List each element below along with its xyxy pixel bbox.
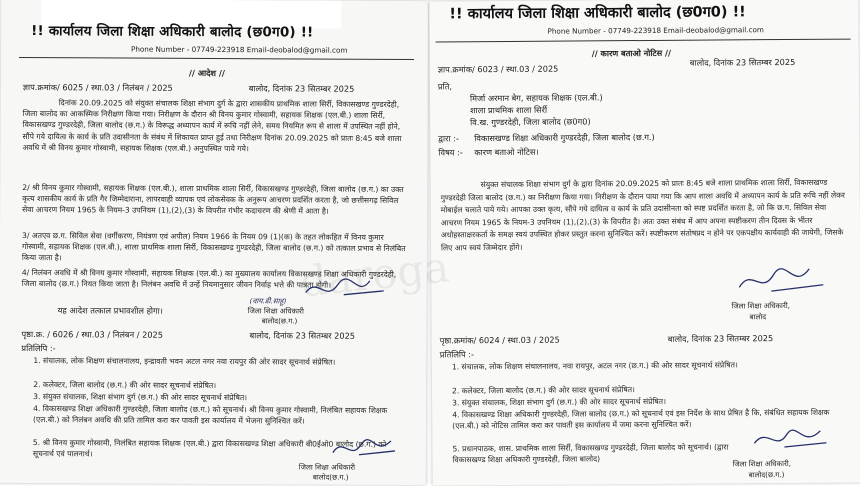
subject-label: विषय :- — [438, 147, 463, 158]
order-para-1: दिनांक 20.09.2025 को संयुक्त संचालक शिक्षा संभाग दुर्ग के द्वारा शासकीय प्राथमिक शाला सिर्री, विकासखण्ड गुण्डरदेही, जिला बालोद का आकस्मिक निरीक्षण किया गया। निरीक्षण के दौरान श्री विनय कुमार गोस्वामी, सहायक शिक्षक (एल.बी.) शाला सिर्री, विकासखण्ड गुण्डरदेही, जिला बालोद (छ.ग.) के विरूद्ध अध्यापन कार्य में रूचि नहीं लेने, समय नियमित रूप से शाला में उपस्थित नहीं होने, सौंपे गये दायित्व के कार्य के प्रति उदासीनता के संबंध में शिकायत प्राप्त हुई तथा निरीक्षण दिनांक 20.09.2025 को प्रातः 8:45 बजे शाला अवधि में श्री विनय कुमार गोस्वामी, सहायक शिक्षक (एल.बी.) अनुपस्थित पाये गये। — [22, 98, 402, 153]
order-para-3: 3/ अतएव छ.ग. सिविल सेवा (वर्गीकरण, नियंत्रण एवं अपील) नियम 1966 के नियम 09 (1)(क) के तहत लोकहित में विनय कुमार गोस्वामी, सहायक शिक्षक (एल.बी.), शाला प्राथमिक शाला सिर्री, विकासखण्ड गुण्डरदेही, जिला बालोद (छ.ग.) को तत्काल प्रभाव से निलंबित किया जाता है। — [21, 230, 406, 263]
order-para-2: 2/ श्री विनय कुमार गोस्वामी, सहायक शिक्षक (एल.बी.), शाला प्राथमिक शाला सिर्री, विकासखण्ड गुण्डरदेही, जिला बालोद (छ.ग.) का उक्त कृत्य शासकीय कार्य के प्रति गैर जिम्मेदाराना, लापरवाही व्यापक एवं लोकसेवक के अनुरूप आचरण प्रदर्शित करता है, जो छत्तीसगढ़ सिविल सेवा आचरण नियम 1965 के नियम-3 उपनियम (1),(2),(3) के विपरीत गंभीर कदाचरण की श्रेणी में आता है। — [22, 182, 404, 217]
order-title: // आदेश // — [188, 67, 225, 79]
copy-item-2: 2. कलेक्टर, जिला बालोद (छ.ग.) की ओर सादर सूचनार्थ संप्रेषित। — [33, 380, 217, 391]
contact-line: Phone Number - 07749-223918 Email-deobalod@gmail.com — [130, 44, 348, 55]
header-rule — [19, 57, 414, 60]
watermark: daroga — [297, 242, 452, 307]
endorser-place: बालोद(छ.ग.) — [312, 472, 349, 482]
notice-ref-no: ज्ञाप.क्रमांक/ 6023 / स्था.03 / 2025 — [437, 63, 559, 75]
addressee-line-1: मिर्जा अरमान बेग, सहायक शिक्षक (एल.बी.) — [469, 92, 603, 104]
notice-copy-item-5: 5. प्रधानपाठक, शास. प्राथमिक शाला सिर्री, विकासखण्ड गुण्डरदेही, जिला बालोद को सूचनार्थ। (द्वारा विकासखण्ड शिक्षा अधिकारी गुण्डरदेही, जिला बालोद) — [452, 442, 729, 465]
through-label: द्वारा :- — [438, 133, 459, 144]
notice-signature-mark-2 — [750, 425, 830, 456]
notice-endorser-title: जिला शिक्षा अधिकारी, — [732, 458, 792, 469]
notice-signatory-place: बालोद — [749, 312, 767, 322]
show-cause-notice-page — [429, 0, 860, 485]
copy-item-1: 1. संचालक, लोक शिक्षण संचालनालय, इन्द्रावती भवन अटल नगर नवा रायपुर की ओर सादर सूचनार्थ संप्रेषित। — [33, 356, 336, 367]
order-ref-no: ज्ञाप.क्रमांक/ 6025 / स्था.03 / निलंबन / 2025 — [22, 81, 173, 93]
notice-signature-mark — [731, 261, 831, 302]
addressee-line-2: शाला प्राथमिक शाला सिर्री — [470, 104, 548, 116]
signatory-place: बालोद(छ.ग.) — [261, 316, 298, 326]
notice-endorser-place: बालोद(छ.ग.) — [748, 470, 785, 480]
signature-mark-2 — [329, 435, 399, 465]
notice-signatory-title: जिला शिक्षा अधिकारी, — [731, 300, 790, 311]
subject-text: कारण बताओ नोटिस। — [474, 146, 539, 158]
prati-label: प्रति, — [437, 81, 453, 92]
suspension-order-page — [0, 0, 428, 485]
order-date: बालोद, दिनांक 23 सितम्बर 2025 — [248, 83, 355, 94]
notice-header-rule — [436, 39, 851, 43]
notice-office-title: !! कार्यालय जिला शिक्षा अधिकारी बालोद (छ0ग0) !! — [449, 4, 746, 23]
notice-copy-item-1: 1. संचालक, लोक शिक्षण संचालनालय, नवा रायपुर, अटल नगर (छ.ग.) की ओर सादर सूचनार्थ संप्रेषित। — [451, 360, 738, 372]
notice-copy-item-4: 4. विकासखण्ड शिक्षा अधिकारी गुण्डरदेही, जिला बालोद (छ.ग.) को सूचनार्थ एवं इस निर्देश के साथ प्रेषित है कि, संबंधित सहायक शिक्षक (एल.बी.) को नोटिस तामिल करा कर पावती इस कार्यालय में जमा करना सुनिश्चित करें। — [452, 407, 830, 431]
signatory-title: जिला शिक्षा अधिकारी — [247, 306, 304, 316]
office-title: !! कार्यालय जिला शिक्षा अधिकारी बालोद (छ0ग0) !! — [31, 23, 314, 41]
notice-body: संयुक्त संचालक शिक्षा संभाग दुर्ग के द्वारा दिनांक 20.09.2025 को प्रातः 8:45 बजे शाला प्राथमिक शाला सिर्री, विकासखण्ड गुण्डरदेही जिला बालोद (छ.ग.) का निरीक्षण किया गया। निरीक्षण के दौरान पाया गया कि आप शाला अवधि में अध्यापन कार्य के प्रति रूचि नहीं लेकर मोबाईल चलाते पाये गये। आपका उक्त कृत्य, सौंपे गये दायित्व व कार्य के प्रति उदासीनता को स्पष्ट प्रदर्शित करता है, जो कि छ.ग. सिविल सेवा आचरण नियम 1965 के नियम-3 उपनियम (1),(2),(3) के विपरीत है। अतः उक्त संबंध में आप अपना स्पष्टीकरण तीन दिवस के भीतर अधोहस्ताक्षरकर्ता के समक्ष स्वयं उपस्थित होकर प्रस्तुत करना सुनिश्चित करें। स्पष्टीकरण संतोषप्रद न होने पर एकपक्षीय कार्यवाही की जायेगी, जिसके लिए आप स्वयं जिम्मेदार होंगे। — [440, 177, 846, 253]
copy-to-label: प्रतिलिपि :- — [21, 342, 56, 354]
order-para-4: 4/ निलंबन अवधि में श्री विनय कुमार गोस्वामी, सहायक शिक्षक (एल.बी.) का मुख्यालय कार्यालय विकासखण्ड शिक्षा अधिकारी गुण्डरदेही, जिला बालोद (छ.ग.) नियत किया जाता है। निलंबन अवधि में उन्हें नियमानुसार जीवन निर्वाह भत्ते की पात्रता होगी। — [21, 267, 397, 290]
notice-contact-line: Phone Number - 07749-223918 Email-deobalod@gmail.com — [547, 25, 764, 36]
notice-endorsement-ref: पृष्ठा.क्रमांक/ 6024 / स्था.03 / 2025 — [439, 334, 560, 346]
notice-title: // कारण बताओ नोटिस // — [591, 47, 672, 59]
endorser-title: जिला शिक्षा अधिकारी — [298, 462, 356, 472]
notice-copy-item-2: 2. कलेक्टर, जिला बालोद (छ.ग.) की ओर सादर सूचनार्थ संप्रेषित। — [452, 385, 635, 396]
notice-endorsement-date: बालोद, दिनांक 23 सितम्बर 2025 — [667, 333, 774, 344]
copy-item-5: 5. श्री विनय कुमार गोस्वामी, निलंबित सहायक शिक्षक (एल.बी.) द्वारा विकासखण्ड शिक्षा अधिकारी बी0ईओ0 बालोद (छ.ग.) को सूचनार्थ एवं पालनार्थ। — [32, 438, 387, 459]
endorsement-ref-no: पृष्ठा.क्र. / 6026 / स्था.03 / निलंबन / 2025 — [21, 328, 163, 340]
through-text: विकासखण्ड शिक्षा अधिकारी गुण्डरदेही, जिला बालोद (छ.ग.) — [474, 131, 655, 144]
notice-copy-item-3: 3. संयुक्त संचालक, शिक्षा संभाग दुर्ग (छ.ग.) की ओर सादर सूचनार्थ संप्रेषित। — [452, 396, 667, 408]
notice-copy-to-label: प्रतिलिपि :- — [439, 349, 475, 360]
copy-item-4: 4. विकासखण्ड शिक्षा अधिकारी गुण्डरदेही, जिला बालोद (छ.ग.) को सूचनार्थ। श्री विनय कुमार गोस्वामी, निलंबित सहायक शिक्षक (एल.बी.) को निलंबन अवधि की प्रति तामिल करा कर पावती इस कार्यालय में भेजना सुनिश्चित करें। — [33, 404, 388, 426]
endorsement-date: बालोद, दिनांक 23 सितम्बर 2025 — [249, 330, 356, 341]
signatory-name: (वाय.डी.साहू) — [249, 296, 287, 306]
addressee-line-3: वि.ख. गुण्डरदेही, जिला बालोद (छ0ग0) — [470, 116, 591, 128]
copy-item-3: 3. संयुक्त संचालक, शिक्षा संभाग दुर्ग (छ.ग.) की ओर सादर सूचनार्थ संप्रेषित। — [33, 392, 248, 403]
order-effective-line: यह आदेश तत्काल प्रभावशील होगा। — [57, 305, 163, 316]
notice-date: बालोद, दिनांक 23 सितम्बर 2025 — [689, 56, 796, 68]
